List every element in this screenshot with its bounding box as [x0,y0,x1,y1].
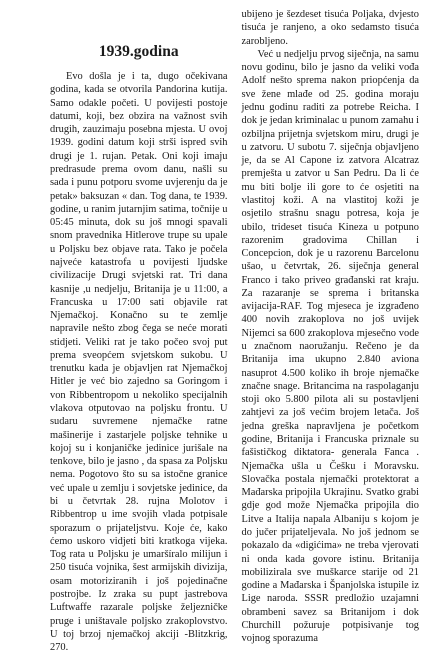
text-columns [50,8,419,654]
right-paragraph-2: Već u nedjelju prvog siječnja, na samu novu godinu, bilo je jasno da veliki vođa Adolf nešto sprema nakon priopćenja da sve žene mlađe od 25. godina moraju jednu godinu raditi za potrebe Reicha. I dok je jedan kriminalac u punom zamahu i ozbiljna prijetnja svjetskom miru, drugi je u zatvoru. U subotu 7. siječnja objavljeno je, da se Al Capone iz zatvora Alcatraz premješta u zatvor u San Pedru. Da li će mu biti bolje ili gore to će osjetiti na vlastitoj koži. A na vlastitoj koži je osjetilo strašnu snagu potresa, koja je ubilo, trideset tisuća Kineza u potpuno razorenim gradovima Chillan i Concepcion, dok je u razorenu Barcelonu ušao, u četvrtak, 26. siječnja general Franco i tako priveo građanski rat kraju. Za razaranje se sprema i britanska avijacija-RAF. Tog mjeseca je izgrađeno 400 novih zrakoplova no još uvijek Nijemci sa 600 zrakoplova mjesečno vode u značnom naoružanju. Rečeno je da Britanija ima ukupno 2.840 aviona nasuprot 4.500 koliko ih broje njemačke značne snage. Britancima na raspolaganju stoji oko 5.800 pilota ali su postavljeni zahtjevi za još većim brojem letača. Još jedna greška napravljena je početkom godine, Britanija i Francuska priznale su fašističkog diktatora- generala Fanca . Njemačka ušla u Češku i Moravsku. Slovačka postala njemački protektorat a Mađarska pripojila Ukrajinu. Svatko grabi gdje god može Njemačka pripojila dio Litve a Italija napala Albaniju s kojom je do jučer prijateljevala. No još jednom se pokazalo da «digićima» ne treba vjerovati ni onda kada govore istinu. Britanija mobilizirala sve muškarce starije od 21 godine a Mađarska i Španjolska istupile iz Lige naroda. SSSR predložio uzajamni obrambeni savez sa Britanijom i dok Churchill požuruje potpisivanje tog vojnog sporazuma [241,48,419,645]
left-column [50,8,228,654]
page-title: 1939.godina [98,43,179,60]
left-paragraph-1: Evo došla je i ta, dugo očekivana godina, kada se otvorila Pandorina kutija. Samo odakle početi. U povijesti postoje datumi, koji, bez obzira na važnost svih drugih, zauzimaju posebna mjesta. U ovoj 1939. godini datum koji strši ispred svih drugi je 1. rujan. Petak. Oni koji imaju predrasude prema ovom danu, našli su sada i punu potporu svome uvjerenju da je petak» baksuzan « dan. Tog dana, te 1939. godine, u ranim jutarnjim satima, točnije u 05:45 minuta, dok su još mnogi spavali snom pravednika Hitlerove trupe su upale u Poljsku bez objave rata. Tako je počela najveće katastrofa u povijesti ljudske civilizacije Drugi svjetski rat. Tri dana kasnije ,u nedjelju, Britanija je u 11:00, a Francuska u 17:00 sati objavile rat Njemačkoj. Konačno su te zemlje napravile nešto zbog čega se neće morati stidjeti. Veliki rat je tako počeo svoj put prema sveopćem svjetskom sukobu. U trenutku kada je objavljen rat Njemačkoj Hitler je već bio zajedno sa Goringom i von Ribbentropom u nekoliko specijalnih vlakova otputovao na poljsku frontu. U sudaru suvremene njemačke ratne mašinerije i zastarjele poljske tehnike u kojoj su i konjaničke jedinice jurišale na tenkove, bilo je jasno , da spasa za Poljsku nema. Pogotovo što su sa istočne granice već upale u zemlju i sovjetske jedinice, da bi u četvrtak 28. rujna Molotov i Ribbentrop u ime svojih vlada potpisale sporazum o prijateljstvu. Koje će, kako ćemo uskoro vidjeti biti kratkoga vijeka. Tog rata u Poljsku je umaršíralo milijun i 250 tisuća vojnika, šest armijskih divizija, osam motoriziranih i još pojedinačne postrojbe. Iz zraka su pupt jastrebova Luftwaffe razarale poljske željezničke pruge i uništavale poljsko zrakoplovstvo. U toj brzoj njemačkoj akciji -Blitzkrig, 270. [50,71,228,654]
right-column [242,8,420,654]
right-paragraph-1: ubijeno je šezdeset tisuća Poljaka, dvjesto tisuća je ranjeno, a oko sedamsto tisuća zarobljeno. [241,9,419,47]
